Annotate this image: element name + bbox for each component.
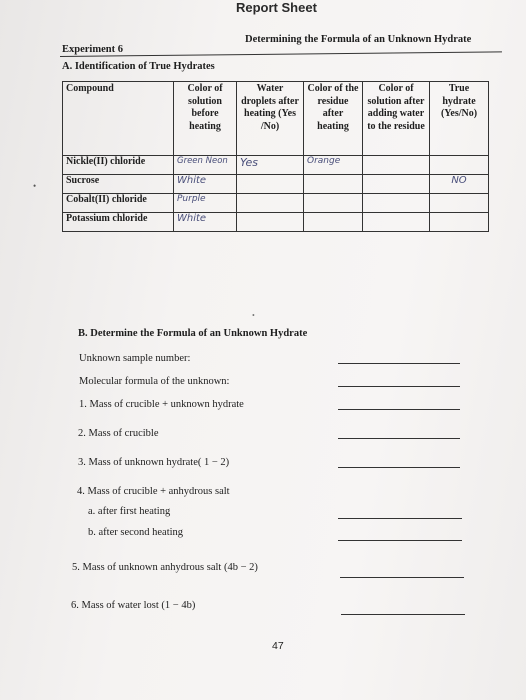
hydrate-table [62, 81, 489, 232]
table-row [63, 194, 489, 213]
compound-cell: Potassium chloride [63, 213, 174, 232]
page-number: 47 [272, 640, 284, 652]
handwritten-entry: Yes [237, 156, 304, 175]
handwritten-entry: Orange [304, 156, 363, 175]
handwritten-entry: White [174, 175, 237, 194]
item-1-label: 1. Mass of crucible + unknown hydrate [79, 399, 244, 410]
answer-line[interactable] [338, 438, 460, 439]
column-header: Color of solution before heating [174, 82, 237, 156]
table-row [63, 156, 489, 175]
item-2-label: 2. Mass of crucible [78, 428, 159, 439]
empty-cell[interactable] [237, 213, 304, 232]
column-header: Color of the residue after heating [304, 82, 363, 156]
item-4b-label: b. after second heating [88, 527, 184, 538]
title-rule [60, 51, 502, 57]
empty-cell[interactable] [363, 175, 430, 194]
item-5-label: 5. Mass of unknown anhydrous salt (4b − 2) [72, 562, 258, 573]
stray-dot-icon: • [252, 311, 255, 320]
column-header: Color of solution after adding water to the residue [363, 82, 430, 156]
answer-line[interactable] [338, 386, 460, 387]
handwritten-entry: White [174, 213, 237, 232]
answer-line[interactable] [338, 518, 462, 519]
empty-cell[interactable] [430, 213, 489, 232]
empty-cell[interactable] [304, 175, 363, 194]
handwritten-entry: NO [430, 175, 489, 194]
table-row [63, 213, 489, 232]
compound-cell: Cobalt(II) chloride [63, 194, 174, 213]
column-header: Compound [63, 82, 174, 156]
compound-cell: Nickle(II) chloride [63, 156, 174, 175]
answer-line[interactable] [341, 614, 465, 615]
unknown-sample-number-label: Unknown sample number: [79, 353, 191, 364]
handwritten-entry: Green Neon [174, 156, 237, 175]
empty-cell[interactable] [363, 194, 430, 213]
column-header: Water droplets after heating (Yes /No) [237, 82, 304, 156]
answer-line[interactable] [338, 467, 460, 468]
experiment-label: Experiment 6 [62, 44, 123, 55]
column-header: True hydrate (Yes/No) [430, 82, 489, 156]
experiment-title: Determining the Formula of an Unknown Hydrate [245, 34, 472, 45]
answer-line[interactable] [340, 577, 464, 578]
empty-cell[interactable] [363, 156, 430, 175]
item-3-label: 3. Mass of unknown hydrate( 1 − 2) [78, 457, 230, 468]
empty-cell[interactable] [237, 175, 304, 194]
item-4-label: 4. Mass of crucible + anhydrous salt [77, 486, 230, 497]
empty-cell[interactable] [237, 194, 304, 213]
answer-line[interactable] [338, 540, 462, 541]
section-a-heading: A. Identification of True Hydrates [62, 61, 215, 72]
table-row [63, 175, 489, 194]
answer-line[interactable] [338, 409, 460, 410]
table-header-row [63, 82, 489, 156]
empty-cell[interactable] [363, 213, 430, 232]
empty-cell[interactable] [304, 194, 363, 213]
empty-cell[interactable] [430, 156, 489, 175]
empty-cell[interactable] [304, 213, 363, 232]
section-b-heading: B. Determine the Formula of an Unknown Hydrate [78, 328, 308, 339]
margin-bullet-icon: • [33, 181, 37, 191]
item-4a-label: a. after first heating [88, 506, 171, 517]
handwritten-entry: Purple [174, 194, 237, 213]
page-title: Report Sheet [236, 0, 317, 15]
molecular-formula-label: Molecular formula of the unknown: [79, 376, 230, 387]
item-6-label: 6. Mass of water lost (1 − 4b) [71, 600, 196, 611]
answer-line[interactable] [338, 363, 460, 364]
empty-cell[interactable] [430, 194, 489, 213]
compound-cell: Sucrose [63, 175, 174, 194]
